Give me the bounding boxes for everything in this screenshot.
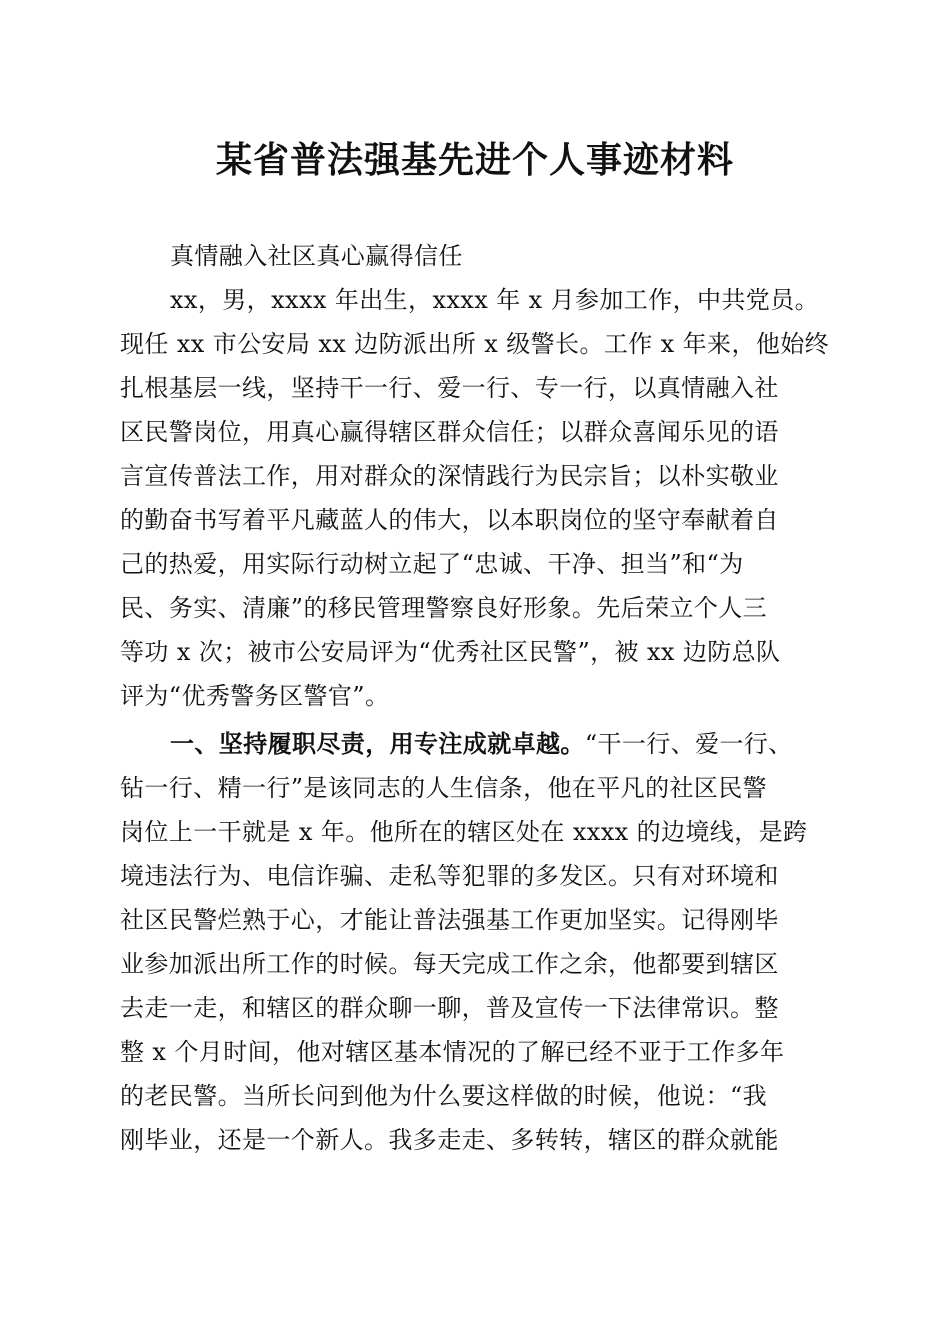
paragraph-line: 整 x 个月时间，他对辖区基本情况的了解已经不亚于工作多年 (120, 1038, 785, 1066)
paragraph-line: 的老民警。当所长问到他为什么要这样做的时候，他说：“我 (120, 1082, 768, 1110)
paragraph-line: 岗位上一干就是 x 年。他所在的辖区处在 xxxx 的边境线，是跨 (120, 818, 808, 846)
paragraph-line: 言宣传普法工作，用对群众的深情践行为民宗旨；以朴实敬业 (120, 462, 779, 490)
section-heading: 一、坚持履职尽责，用专注成就卓越。 (170, 729, 585, 758)
paragraph-line (170, 724, 793, 764)
paragraph-line: 刚毕业，还是一个新人。我多走走、多转转，辖区的群众就能 (120, 1126, 779, 1154)
paragraph-line: 业参加派出所工作的时候。每天完成工作之余，他都要到辖区 (120, 950, 779, 978)
document-subtitle: 真情融入社区真心赢得信任 (170, 242, 463, 270)
paragraph-line: 社区民警烂熟于心，才能让普法强基工作更加坚实。记得刚毕 (120, 906, 779, 934)
paragraph-line: 民、务实、清廉”的移民管理警察良好形象。先后荣立个人三 (120, 594, 768, 622)
document-title: 某省普法强基先进个人事迹材料 (215, 139, 734, 181)
paragraph-line: 扎根基层一线，坚持干一行、爱一行、专一行，以真情融入社 (120, 374, 779, 402)
paragraph-line: 己的热爱，用实际行动树立起了“忠诚、干净、担当”和“为 (120, 550, 744, 578)
paragraph-line: 境违法行为、电信诈骗、走私等犯罪的多发区。只有对环境和 (120, 862, 779, 890)
section-heading-continuation: “干一行、爱一行、 (584, 730, 793, 758)
paragraph-line: xx，男，xxxx 年出生，xxxx 年 x 月参加工作，中共党员。 (170, 286, 820, 314)
paragraph-line: 去走一走，和辖区的群众聊一聊，普及宣传一下法律常识。整 (120, 994, 779, 1022)
paragraph-line: 现任 xx 市公安局 xx 边防派出所 x 级警长。工作 x 年来，他始终 (120, 330, 830, 358)
paragraph-line: 钻一行、精一行”是该同志的人生信条，他在平凡的社区民警 (120, 774, 768, 802)
paragraph-line: 等功 x 次；被市公安局评为“优秀社区民警”，被 xx 边防总队 (120, 638, 781, 666)
paragraph-line: 区民警岗位，用真心赢得辖区群众信任；以群众喜闻乐见的语 (120, 418, 779, 446)
paragraph-line: 评为“优秀警务区警官”。 (120, 682, 390, 710)
paragraph-line: 的勤奋书写着平凡藏蓝人的伟大，以本职岗位的坚守奉献着自 (120, 506, 779, 534)
